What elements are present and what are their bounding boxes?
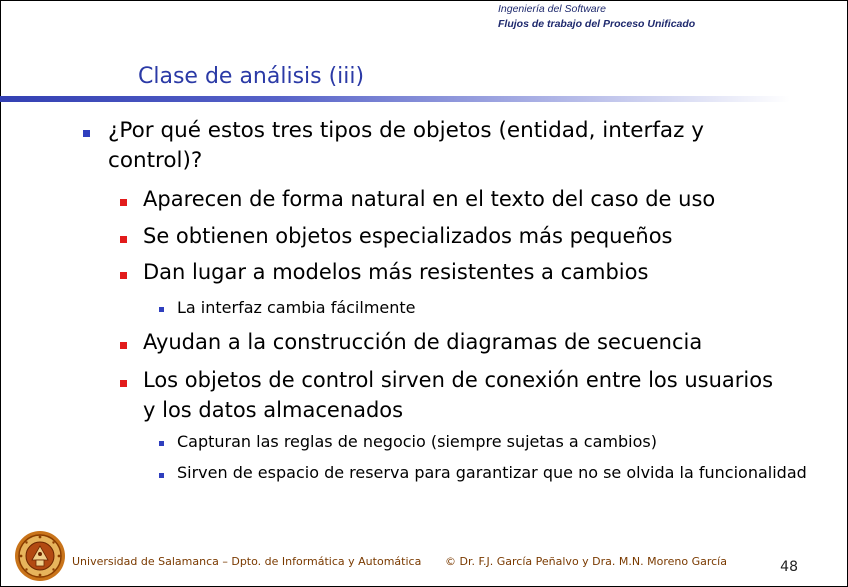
- bullet-square-icon: [120, 380, 127, 387]
- bullet-square-icon: [83, 130, 90, 137]
- slide-header: [498, 2, 758, 32]
- bullet-level3: Sirven de espacio de reserva para garantizar que no se olvida la funcionalidad: [177, 463, 807, 482]
- header-topic: Flujos de trabajo del Proceso Unificado: [498, 18, 696, 30]
- footer-authors: © Dr. F.J. García Peñalvo y Dra. M.N. Moreno García: [445, 555, 727, 568]
- bullet-level1: ¿Por qué estos tres tipos de objetos (entidad, interfaz y control)?: [108, 118, 704, 173]
- title-underline: [0, 96, 790, 102]
- bullet-level2: Los objetos de control sirven de conexión entre los usuarios y los datos almacenados: [143, 368, 774, 422]
- slide-title: Clase de análisis (iii): [138, 64, 365, 89]
- bullet-level2: Aparecen de forma natural en el texto del caso de uso: [143, 187, 716, 211]
- university-seal-icon: [14, 530, 66, 582]
- bullet-square-icon: [159, 473, 164, 478]
- footer-university: Universidad de Salamanca – Dpto. de Informática y Automática: [72, 555, 422, 568]
- bullet-square-icon: [159, 441, 164, 446]
- page-number: 48: [780, 559, 798, 575]
- bullet-square-icon: [159, 307, 164, 312]
- bullet-level3: Capturan las reglas de negocio (siempre sujetas a cambios): [177, 432, 657, 451]
- bullet-level3: La interfaz cambia fácilmente: [177, 298, 416, 317]
- bullet-square-icon: [120, 236, 127, 243]
- header-course: Ingeniería del Software: [498, 3, 606, 15]
- bullet-square-icon: [120, 199, 127, 206]
- bullet-level2: Ayudan a la construcción de diagramas de secuencia: [143, 330, 703, 354]
- bullet-square-icon: [120, 272, 127, 279]
- bullet-level2: Se obtienen objetos especializados más pequeños: [143, 224, 673, 248]
- bullet-level2: Dan lugar a modelos más resistentes a cambios: [143, 260, 649, 284]
- bullet-square-icon: [120, 342, 127, 349]
